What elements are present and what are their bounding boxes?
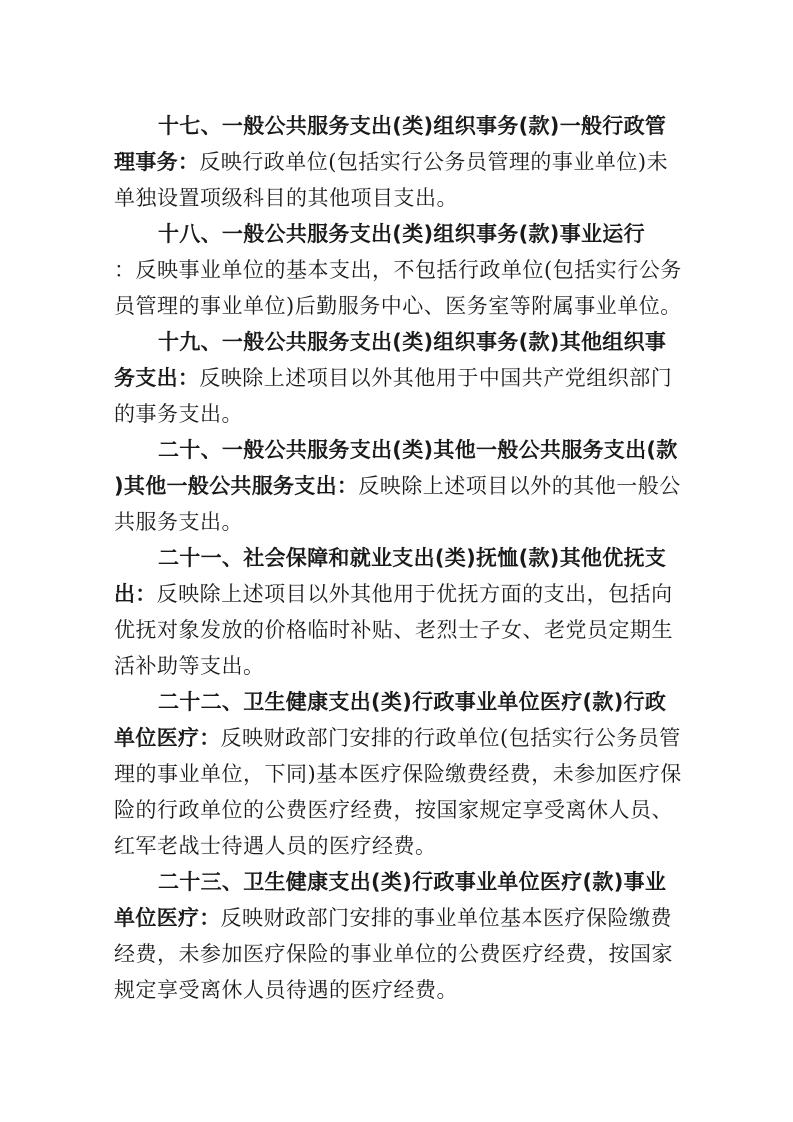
body-text: 反映除上述项目以外其他用于中国共产党组织部门 [199, 366, 673, 390]
bold-heading-text: 单位医疗： [114, 726, 221, 750]
paragraph-line [114, 864, 674, 900]
bold-heading-text: 理事务： [114, 150, 200, 174]
paragraph-line [114, 432, 678, 468]
paragraph-20 [114, 432, 681, 540]
body-text: 反映除上述项目以外的其他一般公 [358, 474, 681, 498]
paragraph-line [114, 252, 682, 288]
paragraph-line [114, 576, 674, 612]
paragraph-line [114, 324, 674, 360]
bold-heading-text: 二十一、社会保障和就业支出(类)抚恤(款)其他优抚支 [158, 546, 667, 570]
body-text: 红军老战士待遇人员的医疗经费。 [114, 834, 437, 858]
paragraph-line [114, 648, 674, 684]
paragraph-line [114, 288, 682, 324]
body-text: 反映财政部门安排的行政单位(包括实行公务员管 [220, 726, 681, 750]
paragraph-line [114, 360, 674, 396]
bold-heading-text: 十七、一般公共服务支出(类)组织事务(款)一般行政管 [158, 114, 667, 138]
body-text: 反映财政部门安排的事业单位基本医疗保险缴费 [220, 906, 672, 930]
body-text: 理的事业单位，下同)基本医疗保险缴费经费，未参加医疗保 [114, 762, 682, 786]
paragraph-23 [114, 864, 674, 1008]
bold-heading-text: 十九、一般公共服务支出(类)组织事务(款)其他组织事 [158, 330, 667, 354]
paragraph-line [114, 792, 674, 828]
bold-heading-text: 二十二、卫生健康支出(类)行政事业单位医疗(款)行政 [158, 690, 667, 714]
paragraph-line [114, 108, 674, 144]
body-text: 活补助等支出。 [114, 654, 265, 678]
paragraph-line [114, 972, 674, 1008]
paragraph-line [114, 756, 682, 792]
body-text: 规定享受离休人员待遇的医疗经费。 [114, 978, 458, 1002]
paragraph-22 [114, 684, 682, 864]
paragraph-line [114, 540, 674, 576]
paragraph-line [114, 720, 681, 756]
paragraph-line [114, 900, 674, 936]
paragraph-19 [114, 324, 674, 432]
paragraph-line [114, 504, 674, 540]
bold-heading-text: 务支出： [114, 366, 200, 390]
bold-heading-text: 十八、一般公共服务支出(类)组织事务(款)事业运行 [158, 222, 645, 246]
body-text: 共服务支出。 [114, 510, 243, 534]
bold-heading-text: 出： [114, 582, 157, 606]
paragraph-line [114, 684, 674, 720]
body-text: 反映除上述项目以外其他用于优抚方面的支出，包括向 [156, 582, 673, 606]
body-text: 险的行政单位的公费医疗经费，按国家规定享受离休人员、 [114, 798, 673, 822]
bold-heading-text: 二十、一般公共服务支出(类)其他一般公共服务支出(款 [158, 438, 678, 462]
body-text: 优抚对象发放的价格临时补贴、老烈士子女、老党员定期生 [114, 618, 673, 642]
paragraph-17 [114, 108, 674, 216]
paragraph-line [114, 612, 674, 648]
bold-heading-text: )其他一般公共服务支出： [114, 474, 359, 498]
paragraph-line [114, 936, 674, 972]
body-text: ：反映事业单位的基本支出，不包括行政单位(包括实行公务 [114, 258, 682, 282]
bold-heading-text: 二十三、卫生健康支出(类)行政事业单位医疗(款)事业 [158, 870, 667, 894]
paragraph-18 [114, 216, 682, 324]
paragraph-line [114, 180, 674, 216]
paragraph-line [114, 216, 674, 252]
paragraph-line [114, 144, 674, 180]
paragraph-line [114, 468, 681, 504]
body-text: 员管理的事业单位)后勤服务中心、医务室等附属事业单位。 [114, 294, 682, 318]
body-text: 经费，未参加医疗保险的事业单位的公费医疗经费，按国家 [114, 942, 673, 966]
body-text: 的事务支出。 [114, 402, 243, 426]
bold-heading-text: 单位医疗： [114, 906, 221, 930]
paragraph-line [114, 396, 674, 432]
paragraph-line [114, 828, 674, 864]
paragraph-21 [114, 540, 674, 684]
body-text: 反映行政单位(包括实行公务员管理的事业单位)未 [199, 150, 669, 174]
body-text: 单独设置项级科目的其他项目支出。 [114, 186, 458, 210]
